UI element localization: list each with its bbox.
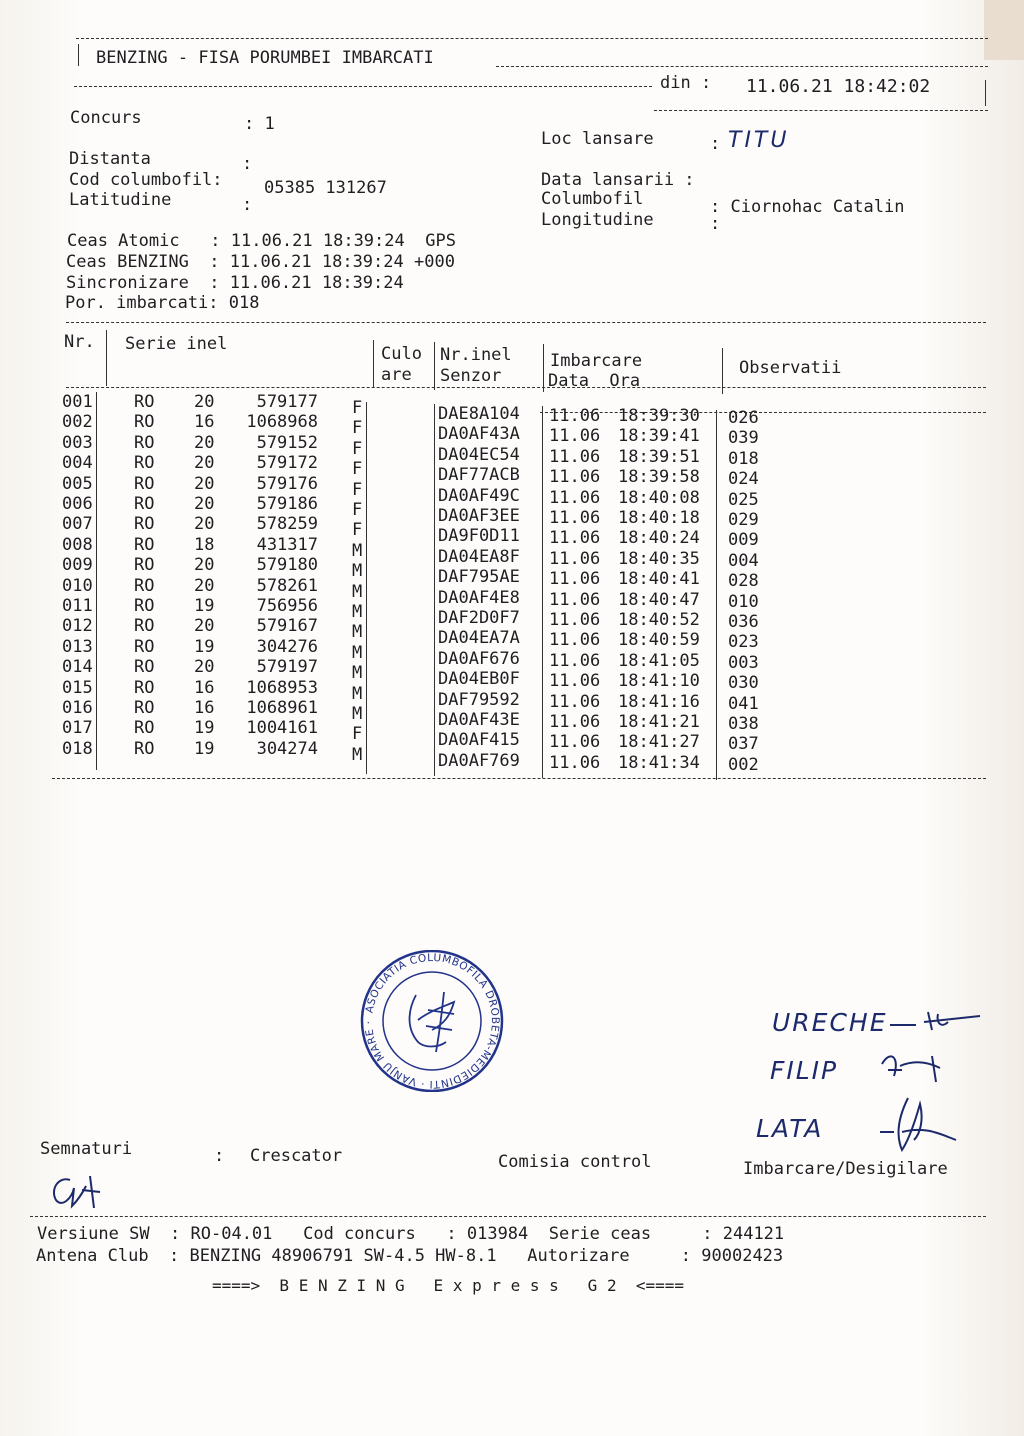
row-sex: M	[352, 561, 363, 582]
row-observatii: 038	[728, 714, 759, 734]
row-date: 11.06	[549, 487, 601, 508]
row-date: 11.06	[549, 446, 601, 467]
row-country: RO	[134, 636, 155, 657]
row-observatii: 037	[728, 734, 759, 755]
longitudine-label: Longitudine	[541, 210, 654, 230]
row-date: 11.06	[549, 712, 601, 732]
row-year: 16	[194, 412, 215, 433]
row-observatii: 029	[728, 510, 759, 530]
header-data-ora: Data Ora	[548, 371, 641, 391]
row-sex: M	[352, 602, 363, 622]
row-time: 18:41:16	[618, 691, 700, 712]
row-country: RO	[134, 494, 155, 514]
row-nr: 010	[62, 575, 93, 596]
row-ring-number: 1068953	[246, 677, 318, 698]
comisia-control-label: Comisia control	[498, 1152, 652, 1172]
row-ring-number: 579152	[256, 432, 318, 453]
row-nr: 001	[62, 392, 93, 412]
row-country: RO	[134, 555, 155, 576]
row-date: 11.06	[549, 508, 601, 528]
header-right-bar	[985, 80, 986, 106]
row-observatii: 036	[728, 612, 759, 632]
row-time: 18:40:41	[618, 569, 700, 590]
row-country: RO	[134, 473, 155, 494]
row-year: 16	[194, 698, 215, 718]
row-year: 20	[194, 473, 215, 494]
header-bottom-separator	[66, 387, 986, 388]
row-year: 20	[194, 657, 215, 678]
row-sensor: DAF79592	[438, 689, 520, 710]
row-country: RO	[134, 718, 155, 739]
row-observatii: 009	[728, 530, 759, 551]
row-year: 20	[194, 514, 215, 535]
row-observatii: 023	[728, 632, 759, 653]
header-senzor: Senzor	[440, 366, 502, 386]
loc-lansare-value: TITU	[728, 128, 790, 153]
handwritten-name-3: LATA	[756, 1114, 824, 1143]
columbofil-label: Columbofil	[541, 189, 644, 209]
row-ring-number: 579186	[256, 494, 318, 514]
header-culoare-2: are	[381, 365, 412, 385]
row-observatii: 028	[728, 571, 759, 592]
concurs-value: : 1	[244, 114, 275, 134]
row-year: 20	[194, 616, 215, 637]
row-date: 11.06	[549, 569, 601, 590]
header-bottom-rule	[654, 110, 988, 111]
dove-emblem-icon	[410, 992, 455, 1052]
header-sep-serie	[373, 340, 374, 388]
loc-lansare-label: Loc lansare	[541, 129, 654, 149]
row-sex: M	[352, 622, 363, 643]
row-ring-number: 579167	[256, 616, 318, 637]
latitudine-value: :	[242, 195, 253, 215]
handwritten-name-2: FILIP	[770, 1056, 839, 1085]
row-sensor: DAF77ACB	[438, 465, 520, 486]
header-sep-senzor	[543, 344, 544, 392]
distanta-value: :	[242, 154, 253, 174]
row-sensor: DA0AF43A	[438, 424, 520, 445]
row-year: 19	[194, 718, 215, 739]
row-time: 18:39:30	[618, 406, 700, 426]
row-ring-number: 304276	[256, 636, 318, 657]
row-year: 19	[194, 636, 215, 657]
row-date: 11.06	[549, 610, 601, 630]
row-sex: F	[352, 724, 363, 745]
row-ring-number: 579177	[256, 392, 318, 412]
row-time: 18:40:52	[618, 610, 700, 630]
row-country: RO	[134, 657, 155, 678]
row-nr: 003	[62, 432, 93, 453]
row-ring-number: 431317	[256, 534, 318, 555]
row-country: RO	[134, 432, 155, 453]
table-bottom-rule	[52, 778, 986, 779]
row-year: 18	[194, 534, 215, 555]
row-sensor: DA9F0D11	[438, 526, 520, 547]
row-time: 18:41:27	[618, 732, 700, 753]
row-time: 18:41:05	[618, 650, 700, 671]
row-date: 11.06	[549, 650, 601, 671]
cod-columbofil-value: 05385 131267	[264, 178, 387, 198]
header-nr: Nr.	[64, 332, 95, 352]
row-ring-number: 579180	[256, 555, 318, 576]
header-imbarcare: Imbarcare	[550, 351, 643, 371]
row-date: 11.06	[549, 426, 601, 447]
row-year: 19	[194, 596, 215, 616]
row-date: 11.06	[549, 589, 601, 610]
row-time: 18:40:08	[618, 487, 700, 508]
row-sensor: DA04EB0F	[438, 669, 520, 690]
row-nr: 016	[62, 698, 93, 718]
club-stamp	[358, 950, 506, 1092]
header-left-bar	[78, 44, 79, 66]
row-observatii: 025	[728, 489, 759, 510]
distanta-label: Distanta	[69, 149, 151, 169]
row-sex: M	[352, 581, 363, 602]
row-date: 11.06	[549, 691, 601, 712]
row-country: RO	[134, 412, 155, 433]
row-sex: F	[352, 500, 363, 520]
row-ring-number: 304274	[256, 738, 318, 759]
row-ring-number: 578259	[256, 514, 318, 535]
row-year: 20	[194, 453, 215, 474]
semnaturi-label: Semnaturi	[40, 1139, 133, 1159]
row-year: 19	[194, 738, 215, 759]
row-year: 20	[194, 575, 215, 596]
row-date: 11.06	[549, 406, 601, 426]
row-sensor: DA0AF415	[438, 730, 520, 751]
row-country: RO	[134, 677, 155, 698]
columbofil-value: : Ciornohac Catalin	[710, 197, 905, 217]
row-date: 11.06	[549, 548, 601, 569]
row-time: 18:39:41	[618, 426, 700, 447]
din-label: din :	[660, 73, 712, 93]
porumbei-imbarcati: Por. imbarcati: 018	[65, 293, 260, 313]
row-country: RO	[134, 392, 155, 412]
row-time: 18:39:58	[618, 467, 700, 488]
row-observatii: 041	[728, 693, 759, 714]
footer-line-2: Antena Club : BENZING 48906791 SW-4.5 HW-8.1 Autorizare : 90002423	[36, 1246, 784, 1266]
row-sex: M	[352, 744, 363, 765]
row-date: 11.06	[549, 752, 601, 773]
row-country: RO	[134, 514, 155, 535]
row-nr: 005	[62, 473, 93, 494]
concurs-label: Concurs	[70, 108, 142, 128]
row-sensor: DA0AF4E8	[438, 587, 520, 608]
row-sensor: DA0AF3EE	[438, 506, 520, 526]
row-date: 11.06	[549, 528, 601, 549]
row-date: 11.06	[549, 671, 601, 692]
row-nr: 017	[62, 718, 93, 739]
latitudine-label: Latitudine	[69, 190, 172, 210]
row-sensor: DA04EA7A	[438, 628, 520, 649]
row-sex: F	[352, 520, 363, 541]
row-time: 18:41:10	[618, 671, 700, 692]
header-culoare-1: Culo	[381, 344, 422, 364]
row-observatii: 026	[728, 408, 759, 428]
row-date: 11.06	[549, 467, 601, 488]
table-top-rule	[66, 322, 986, 323]
row-nr: 008	[62, 534, 93, 555]
ceas-benzing: Ceas BENZING : 11.06.21 18:39:24 +000	[66, 252, 455, 272]
row-sex: M	[352, 642, 363, 663]
header-serie-inel: Serie inel	[125, 334, 228, 354]
row-observatii: 030	[728, 673, 759, 694]
row-country: RO	[134, 534, 155, 555]
row-time: 18:40:18	[618, 508, 700, 528]
crescator-label: Crescator	[250, 1146, 343, 1166]
sincronizare: Sincronizare : 11.06.21 18:39:24	[66, 273, 404, 293]
row-sex: M	[352, 704, 363, 724]
row-observatii: 004	[728, 550, 759, 571]
row-year: 20	[194, 432, 215, 453]
row-observatii: 003	[728, 652, 759, 673]
row-time: 18:39:51	[618, 446, 700, 467]
row-sensor: DA04EA8F	[438, 546, 520, 567]
header-observatii: Observatii	[739, 358, 842, 378]
row-time: 18:40:47	[618, 589, 700, 610]
paper-edge	[984, 0, 1024, 60]
row-sensor: DAF2D0F7	[438, 608, 520, 628]
row-sensor: DA0AF769	[438, 750, 520, 771]
row-country: RO	[134, 616, 155, 637]
row-ring-number: 1068961	[246, 698, 318, 718]
row-time: 18:40:24	[618, 528, 700, 549]
footer-top-rule	[30, 1216, 986, 1217]
row-date: 11.06	[549, 630, 601, 651]
handwritten-name-1: URECHE	[772, 1008, 888, 1037]
data-lansarii-label: Data lansarii :	[541, 170, 695, 190]
row-nr: 009	[62, 555, 93, 576]
footer-line-1: Versiune SW : RO-04.01 Cod concurs : 013984 Serie ceas : 244121	[37, 1224, 785, 1244]
header-nr-inel: Nr.inel	[440, 345, 512, 365]
row-year: 16	[194, 677, 215, 698]
row-sensor: DA04EC54	[438, 444, 520, 465]
row-nr: 012	[62, 616, 93, 637]
longitudine-value: :	[710, 214, 721, 234]
row-ring-number: 578261	[256, 575, 318, 596]
din-value: 11.06.21 18:42:02	[746, 76, 931, 97]
row-nr: 006	[62, 494, 93, 514]
crescator-signature	[38, 1168, 118, 1216]
row-nr: 013	[62, 636, 93, 657]
row-sex: F	[352, 418, 363, 439]
row-observatii: 002	[728, 754, 759, 775]
row-nr: 004	[62, 453, 93, 474]
header-sep-culoare	[434, 342, 435, 390]
row-date: 11.06	[549, 732, 601, 753]
row-sex: F	[352, 398, 363, 418]
stamp-text: ASOCIATIA COLUMBOFILA DROBETA-MEDIEDINTI · VÂNJU MARE ·	[362, 951, 502, 1091]
row-sex: F	[352, 459, 363, 480]
row-country: RO	[134, 698, 155, 718]
row-sex: F	[352, 479, 363, 500]
row-sensor: DAE8A104	[438, 404, 520, 424]
header-top-rule	[76, 38, 988, 39]
row-sex: M	[352, 663, 363, 684]
row-country: RO	[134, 738, 155, 759]
cod-columbofil-label: Cod columbofil:	[69, 170, 223, 190]
row-ring-number: 579176	[256, 473, 318, 494]
row-nr: 018	[62, 738, 93, 759]
row-sex: F	[352, 438, 363, 459]
row-nr: 007	[62, 514, 93, 535]
header-sep-nr	[106, 330, 107, 386]
row-country: RO	[134, 575, 155, 596]
header-left-rule	[74, 86, 652, 87]
row-country: RO	[134, 453, 155, 474]
row-time: 18:41:21	[618, 712, 700, 732]
imbarcare-desigilare-label: Imbarcare/Desigilare	[743, 1159, 948, 1179]
row-observatii: 024	[728, 469, 759, 490]
ceas-atomic: Ceas Atomic : 11.06.21 18:39:24 GPS	[67, 231, 456, 251]
row-sensor: DA0AF49C	[438, 485, 520, 506]
row-nr: 011	[62, 596, 93, 616]
row-ring-number: 1004161	[246, 718, 318, 739]
row-year: 20	[194, 494, 215, 514]
row-year: 20	[194, 555, 215, 576]
row-sex: M	[352, 540, 363, 561]
row-observatii: 010	[728, 591, 759, 612]
row-time: 18:40:35	[618, 548, 700, 569]
row-nr: 002	[62, 412, 93, 433]
handwritten-signatures	[880, 1000, 990, 1160]
row-observatii: 039	[728, 428, 759, 449]
row-ring-number: 579197	[256, 657, 318, 678]
row-country: RO	[134, 596, 155, 616]
row-sex: M	[352, 683, 363, 704]
row-year: 20	[194, 392, 215, 412]
document-title: BENZING - FISA PORUMBEI IMBARCATI	[96, 48, 434, 68]
row-sensor: DA0AF676	[438, 648, 520, 669]
row-ring-number: 1068968	[246, 412, 318, 433]
row-ring-number: 756956	[256, 596, 318, 616]
row-nr: 015	[62, 677, 93, 698]
row-sensor: DA0AF43E	[438, 710, 520, 730]
header-mid-rule	[496, 66, 988, 67]
row-ring-number: 579172	[256, 453, 318, 474]
semnaturi-colon: :	[214, 1146, 225, 1166]
footer-line-3: ====> B E N Z I N G E x p r e s s G 2 <====	[212, 1276, 685, 1295]
row-time: 18:41:34	[618, 752, 700, 773]
row-observatii: 018	[728, 448, 759, 469]
row-sensor: DAF795AE	[438, 567, 520, 588]
row-time: 18:40:59	[618, 630, 700, 651]
row-nr: 014	[62, 657, 93, 678]
loc-lansare-colon: :	[710, 134, 721, 154]
